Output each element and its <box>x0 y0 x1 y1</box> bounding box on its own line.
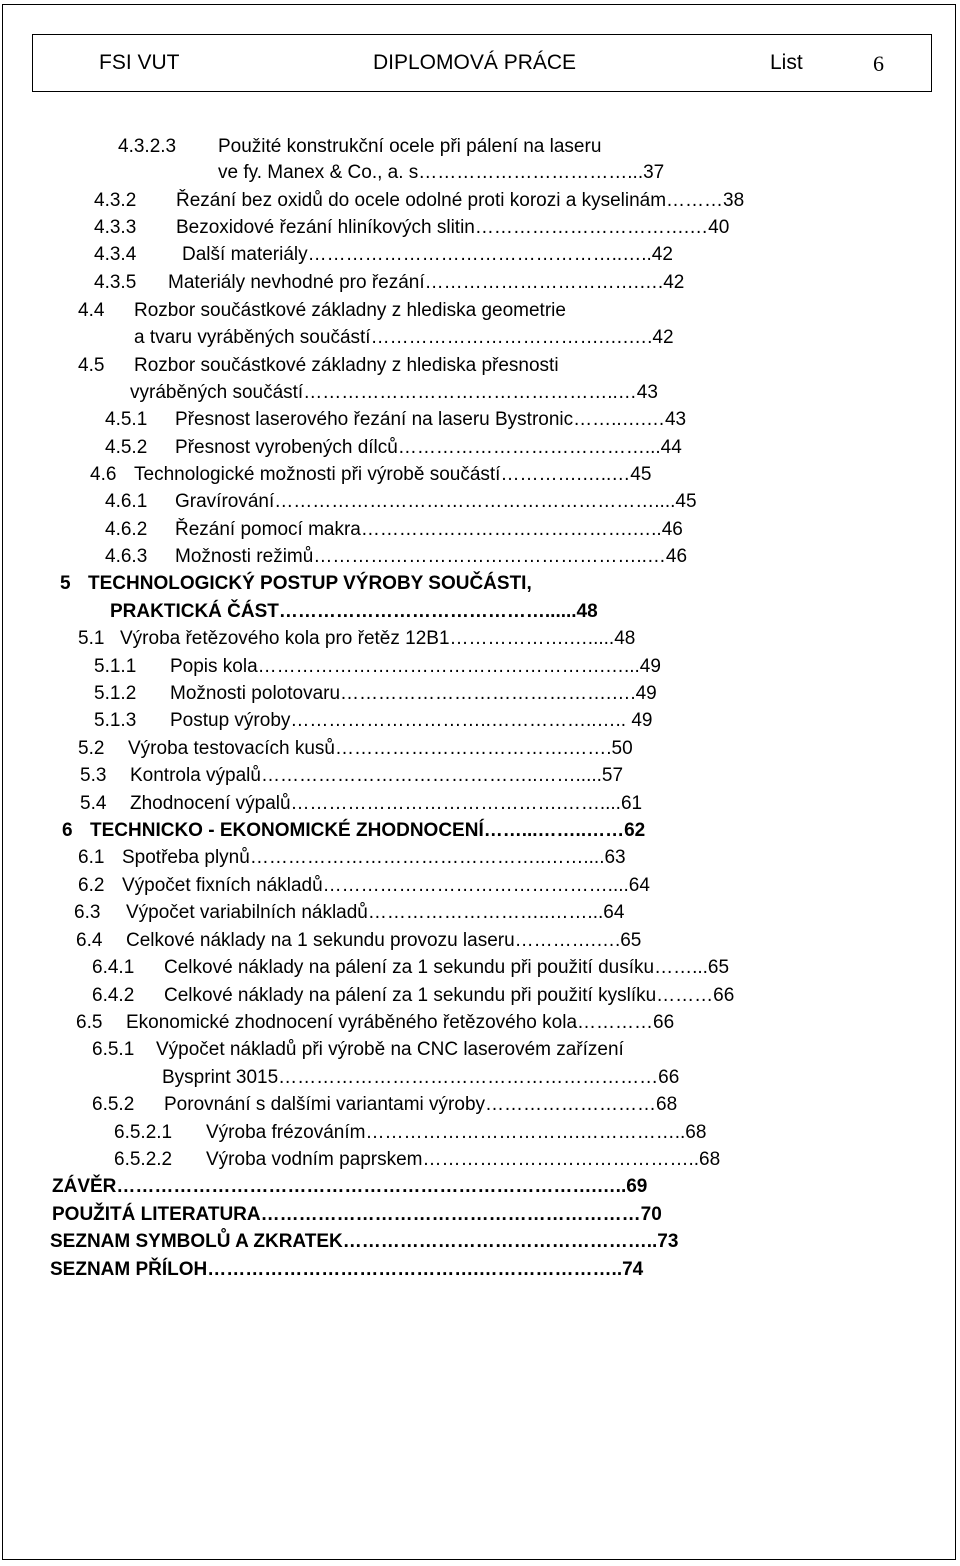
toc-title: Gravírování……………………………………………………....45 <box>175 491 697 512</box>
toc-title: vyráběných součástí…………………………………………..…43 <box>130 382 658 403</box>
toc-title: ve fy. Manex & Co., a. s……………………………...37 <box>218 162 665 183</box>
toc-title: Možnosti polotovaru…………………………………….….49 <box>170 683 657 704</box>
toc-number: 6.4.2 <box>92 985 135 1006</box>
toc-number: 4.6 <box>90 464 117 485</box>
toc-number: 5 <box>60 573 71 594</box>
header-thesis-type: DIPLOMOVÁ PRÁCE <box>373 51 577 74</box>
toc-title: Další materiály…………………………………………..…..42 <box>182 244 673 265</box>
toc-title: ZÁVĚR………………………………………………………………….…..69 <box>52 1176 648 1197</box>
toc-title: Postup výroby…………………………..……………..….. 49 <box>170 710 653 731</box>
toc-title: Materiály nevhodné pro řezání…………………………….….42 <box>168 272 685 293</box>
toc-title: SEZNAM PŘÍLOH…………………………………….…………………..74 <box>50 1259 644 1280</box>
toc-title: POUŽITÁ LITERATURA……………………………………………………70 <box>52 1204 662 1225</box>
toc-number: 5.2 <box>78 738 105 759</box>
toc-title: Rozbor součástkové základny z hlediska geometrie <box>134 300 566 321</box>
toc-title: TECHNOLOGICKÝ POSTUP VÝROBY SOUČÁSTI, <box>88 573 532 594</box>
toc-title: Spotřeba plynů………………………………………..……....63 <box>122 847 626 868</box>
toc-title: Přesnost laserového řezání na laseru Bystronic……..….…43 <box>175 409 687 430</box>
toc-title: Celkové náklady na pálení za 1 sekundu při použití kyslíku………66 <box>164 985 735 1006</box>
toc-number: 5.1.3 <box>94 710 137 731</box>
toc-number: 4.5 <box>78 355 105 376</box>
toc-title: Výroba frézováním…………………………….……………..68 <box>206 1122 707 1143</box>
toc-number: 4.5.2 <box>105 437 148 458</box>
toc-number: 4.3.2 <box>94 190 137 211</box>
toc-title: Rozbor součástkové základny z hlediska přesnosti <box>134 355 559 376</box>
toc-title: Výpočet variabilních nákladů………………………..……...64 <box>126 902 625 923</box>
toc-number: 6.1 <box>78 847 105 868</box>
toc-number: 4.3.4 <box>94 244 137 265</box>
toc-title: Přesnost vyrobených dílců…………………………………...44 <box>175 437 682 458</box>
toc-title: Popis kola……………………………………………….…...49 <box>170 656 661 677</box>
toc-number: 4.5.1 <box>105 409 148 430</box>
toc-title: Kontrola výpalů……………………………………..…….....57 <box>130 765 624 786</box>
toc-title: Řezání pomocí makra…………………………………….…..46 <box>175 519 683 540</box>
toc-number: 6.3 <box>74 902 101 923</box>
toc-number: 4.4 <box>78 300 105 321</box>
toc-number: 5.4 <box>80 793 107 814</box>
toc-title: Celkové náklady na 1 sekundu provozu laseru………….….65 <box>126 930 642 951</box>
toc-title: PRAKTICKÁ ČÁST……………………………………......48 <box>110 601 598 622</box>
toc-number: 4.6.3 <box>105 546 148 567</box>
toc-title: Porovnání s dalšími variantami výroby………………………68 <box>164 1094 678 1115</box>
header-list-label: List <box>770 51 803 74</box>
toc-title: TECHNICKO - EKONOMICKÉ ZHODNOCENÍ……...……..……62 <box>90 820 646 841</box>
toc-number: 4.6.1 <box>105 491 148 512</box>
toc-title: Zhodnocení výpalů…………………………………….……....61 <box>130 793 643 814</box>
toc-title: SEZNAM SYMBOLŮ A ZKRATEK…………………………………………..73 <box>50 1231 679 1252</box>
toc-title: Bysprint 3015……………………………………………………66 <box>162 1067 680 1088</box>
toc-number: 6 <box>62 820 73 841</box>
toc-title: a tvaru vyráběných součástí……………………………….….….42 <box>134 327 674 348</box>
toc-number: 6.5.2.1 <box>114 1122 173 1143</box>
toc-number: 6.2 <box>78 875 105 896</box>
toc-title: Ekonomické zhodnocení vyráběného řetězového kola…………66 <box>126 1012 675 1033</box>
toc-title: Celkové náklady na pálení za 1 sekundu při použití dusíku……...65 <box>164 957 730 978</box>
toc-title: Výroba testovacích kusů……………………………….…….50 <box>128 738 633 759</box>
toc-title: Bezoxidové řezání hliníkových slitin…………………………….…40 <box>176 217 730 238</box>
toc-number: 6.5.2 <box>92 1094 135 1115</box>
toc-number: 5.1 <box>78 628 105 649</box>
toc-number: 6.5.1 <box>92 1039 135 1060</box>
toc-number: 6.5 <box>76 1012 103 1033</box>
toc-title: Řezání bez oxidů do ocele odolné proti korozi a kyselinám………38 <box>176 190 745 211</box>
toc-title: Výpočet fixních nákladů………………………………………....64 <box>122 875 650 896</box>
toc-number: 6.4.1 <box>92 957 135 978</box>
toc-number: 4.3.3 <box>94 217 137 238</box>
toc-number: 5.1.2 <box>94 683 137 704</box>
toc-title: Možnosti režimů……………………………………………..…46 <box>175 546 688 567</box>
toc-title: Výpočet nákladů při výrobě na CNC laserovém zařízení <box>156 1039 624 1060</box>
toc-number: 5.1.1 <box>94 656 137 677</box>
header-page-number: 6 <box>873 51 884 76</box>
toc-number: 4.3.5 <box>94 272 137 293</box>
toc-number: 5.3 <box>80 765 107 786</box>
toc-title: Výroba vodním paprskem……………………………………..68 <box>206 1149 721 1170</box>
toc-title: Výroba řetězového kola pro řetěz 12B1……………….….....48 <box>120 628 636 649</box>
toc-number: 4.3.2.3 <box>118 136 177 157</box>
toc-number: 6.5.2.2 <box>114 1149 173 1170</box>
toc-title: Použité konstrukční ocele při pálení na laseru <box>218 136 602 157</box>
toc-title: Technologické možnosti při výrobě součástí………….…..…45 <box>134 464 652 485</box>
toc-number: 6.4 <box>76 930 103 951</box>
header-school: FSI VUT <box>99 51 180 74</box>
toc-number: 4.6.2 <box>105 519 148 540</box>
